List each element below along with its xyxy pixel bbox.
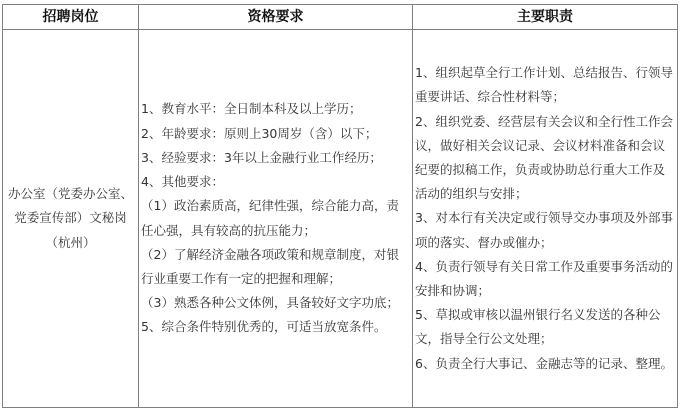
table-row	[3, 30, 678, 408]
header-requirements: 资格要求	[139, 5, 413, 30]
duty-item: 3、对本行有关决定或行领导交办事项及外部事项的落实、督办或催办；	[415, 210, 673, 250]
requirement-item: 3、经验要求：3年以上金融行业工作经历；	[141, 149, 382, 165]
requirement-item: （2）了解经济金融各项政策和规章制度，对银行业重要工作有一定的把握和理解；	[141, 246, 399, 286]
requirement-item: 5、综合条件特别优秀的，可适当放宽条件。	[141, 319, 387, 335]
duty-item: 5、草拟或审核以温州银行名义发送的各种公文，指导全行公文处理；	[415, 307, 661, 347]
table-header-row	[3, 5, 678, 30]
duty-item: 2、组织党委、经营层有关会议和全行性工作会议，做好相关会议记录、会议材料准备和会议纪要的拟稿工作，负责或协助总行重大工作及活动的组织与安排；	[415, 113, 673, 202]
header-duties: 主要职责	[413, 5, 678, 30]
requirement-item: 4、其他要求：	[141, 174, 224, 190]
requirement-item: 2、年龄要求：原则上30周岁（含）以下；	[141, 125, 378, 141]
requirement-item: （3）熟悉各种公文体例，具备较好文字功底；	[141, 295, 399, 311]
job-requirements-table	[2, 4, 678, 408]
requirement-item: （1）政治素质高，纪律性强，综合能力高，责任心强，具有较高的抗压能力；	[141, 198, 399, 238]
duties-cell	[413, 30, 678, 408]
requirements-cell	[139, 30, 413, 408]
header-position: 招聘岗位	[3, 5, 139, 30]
duty-item: 1、组织起草全行工作计划、总结报告、行领导重要讲话、综合性材料等；	[415, 65, 673, 105]
position-title: 办公室（党委办公室、党委宣传部）文秘岗（杭州）	[7, 185, 133, 250]
requirement-item: 1、教育水平：全日制本科及以上学历；	[141, 101, 362, 117]
duty-item: 6、负责全行大事记、金融志等的记录、整理。	[415, 355, 673, 371]
duty-item: 4、负责行领导有关日常工作及重要事务活动的安排和协调；	[415, 258, 673, 298]
position-title-cell	[3, 30, 139, 408]
